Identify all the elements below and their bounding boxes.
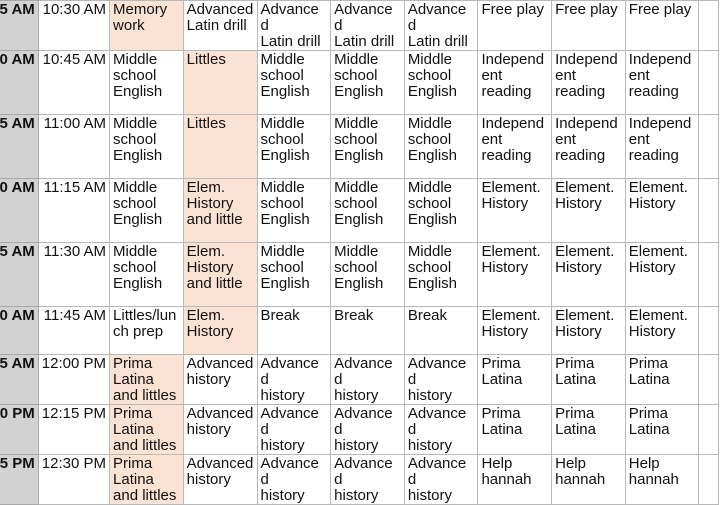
time-cell[interactable]: 11:30 AM	[38, 243, 109, 307]
clipped-cell[interactable]	[699, 455, 719, 505]
schedule-cell[interactable]: Advanced history	[183, 355, 257, 405]
schedule-cell[interactable]: Middle school English	[110, 115, 184, 179]
schedule-cell[interactable]: Element. History	[625, 243, 699, 307]
schedule-cell[interactable]: Littles	[183, 115, 257, 179]
row-header[interactable]: 0 PM	[0, 405, 38, 455]
schedule-cell[interactable]: Advanced history	[404, 355, 478, 405]
schedule-cell[interactable]: Middle school English	[257, 179, 331, 243]
schedule-cell[interactable]: Middle school English	[257, 51, 331, 115]
schedule-cell[interactable]: Independ ent reading	[625, 115, 699, 179]
table-row	[0, 307, 719, 355]
time-cell[interactable]: 10:45 AM	[38, 51, 109, 115]
row-header[interactable]: 5 AM	[0, 1, 38, 51]
schedule-cell[interactable]: Break	[404, 307, 478, 355]
schedule-cell[interactable]: Advanced history	[183, 455, 257, 505]
schedule-cell[interactable]: Advanced history	[183, 405, 257, 455]
schedule-cell[interactable]: Middle school English	[331, 51, 405, 115]
time-cell[interactable]: 11:15 AM	[38, 179, 109, 243]
schedule-cell[interactable]: Advanced Latin drill	[331, 1, 405, 51]
schedule-cell[interactable]: Independ ent reading	[478, 115, 552, 179]
schedule-cell[interactable]: Littles	[183, 51, 257, 115]
schedule-cell[interactable]: Element. History	[552, 243, 626, 307]
schedule-cell[interactable]: Elem. History and little	[183, 179, 257, 243]
row-header[interactable]: 0 AM	[0, 179, 38, 243]
schedule-cell[interactable]: Break	[257, 307, 331, 355]
schedule-cell[interactable]: Independ ent reading	[625, 51, 699, 115]
schedule-cell[interactable]: Prima Latina	[478, 405, 552, 455]
table-row	[0, 51, 719, 115]
schedule-cell[interactable]: Prima Latina	[478, 355, 552, 405]
clipped-cell[interactable]	[699, 243, 719, 307]
table-row	[0, 455, 719, 505]
time-cell[interactable]: 12:00 PM	[38, 355, 109, 405]
schedule-cell[interactable]: Help hannah	[478, 455, 552, 505]
schedule-cell[interactable]: Free play	[625, 1, 699, 51]
clipped-cell[interactable]	[699, 115, 719, 179]
schedule-cell[interactable]: Element. History	[625, 307, 699, 355]
row-header[interactable]: 0 AM	[0, 51, 38, 115]
schedule-cell[interactable]: Element. History	[478, 243, 552, 307]
schedule-cell[interactable]: Element. History	[478, 307, 552, 355]
table-row	[0, 1, 719, 51]
row-header[interactable]: 5 AM	[0, 243, 38, 307]
schedule-cell[interactable]: Prima Latina and littles	[110, 355, 184, 405]
schedule-cell[interactable]: Free play	[552, 1, 626, 51]
schedule-cell[interactable]: Middle school English	[404, 51, 478, 115]
schedule-cell[interactable]: Advanced Latin drill	[183, 1, 257, 51]
clipped-cell[interactable]	[699, 1, 719, 51]
schedule-cell[interactable]: Middle school English	[404, 115, 478, 179]
table-row	[0, 243, 719, 307]
row-header[interactable]: 5 PM	[0, 455, 38, 505]
row-header[interactable]: 5 AM	[0, 355, 38, 405]
schedule-cell[interactable]: Prima Latina	[552, 355, 626, 405]
schedule-cell[interactable]: Advanced history	[404, 455, 478, 505]
time-cell[interactable]: 12:15 PM	[38, 405, 109, 455]
row-header[interactable]: 5 AM	[0, 115, 38, 179]
schedule-cell[interactable]: Elem. History	[183, 307, 257, 355]
schedule-cell[interactable]: Advanced history	[257, 455, 331, 505]
schedule-cell[interactable]: Help hannah	[625, 455, 699, 505]
schedule-cell[interactable]: Prima Latina	[625, 405, 699, 455]
clipped-cell[interactable]	[699, 405, 719, 455]
schedule-cell[interactable]: Element. History	[478, 179, 552, 243]
table-row	[0, 405, 719, 455]
schedule-cell[interactable]: Middle school English	[331, 243, 405, 307]
time-cell[interactable]: 11:45 AM	[38, 307, 109, 355]
time-cell[interactable]: 11:00 AM	[38, 115, 109, 179]
schedule-cell[interactable]: Advanced history	[331, 455, 405, 505]
schedule-cell[interactable]: Independ ent reading	[552, 115, 626, 179]
schedule-cell[interactable]: Help hannah	[552, 455, 626, 505]
schedule-cell[interactable]: Prima Latina	[625, 355, 699, 405]
table-row	[0, 179, 719, 243]
schedule-cell[interactable]: Middle school English	[404, 243, 478, 307]
schedule-cell[interactable]: Independ ent reading	[552, 51, 626, 115]
clipped-cell[interactable]	[699, 51, 719, 115]
schedule-cell[interactable]: Prima Latina and littles	[110, 455, 184, 505]
schedule-cell[interactable]: Independ ent reading	[478, 51, 552, 115]
schedule-cell[interactable]: Advanced history	[257, 405, 331, 455]
schedule-cell[interactable]: Middle school English	[257, 115, 331, 179]
schedule-cell[interactable]: Advanced history	[404, 405, 478, 455]
time-cell[interactable]: 10:30 AM	[38, 1, 109, 51]
schedule-cell[interactable]: Middle school English	[110, 243, 184, 307]
clipped-cell[interactable]	[699, 355, 719, 405]
schedule-cell[interactable]: Prima Latina	[552, 405, 626, 455]
schedule-cell[interactable]: Memory work	[110, 1, 184, 51]
table-row	[0, 115, 719, 179]
schedule-cell[interactable]: Elem. History and little	[183, 243, 257, 307]
schedule-cell[interactable]: Middle school English	[110, 51, 184, 115]
schedule-cell[interactable]: Advanced history	[331, 355, 405, 405]
schedule-cell[interactable]: Littles/lun ch prep	[110, 307, 184, 355]
schedule-cell[interactable]: Prima Latina and littles	[110, 405, 184, 455]
schedule-cell[interactable]: Element. History	[625, 179, 699, 243]
schedule-cell[interactable]: Free play	[478, 1, 552, 51]
schedule-cell[interactable]: Middle school English	[110, 179, 184, 243]
schedule-cell[interactable]: Middle school English	[404, 179, 478, 243]
clipped-cell[interactable]	[699, 179, 719, 243]
table-row	[0, 355, 719, 405]
schedule-cell[interactable]: Advanced history	[331, 405, 405, 455]
time-cell[interactable]: 12:30 PM	[38, 455, 109, 505]
schedule-cell[interactable]: Element. History	[552, 307, 626, 355]
schedule-cell[interactable]: Element. History	[552, 179, 626, 243]
schedule-cell[interactable]: Middle school English	[331, 115, 405, 179]
schedule-cell[interactable]: Break	[331, 307, 405, 355]
schedule-cell[interactable]: Advanced Latin drill	[257, 1, 331, 51]
schedule-cell[interactable]: Middle school English	[331, 179, 405, 243]
schedule-cell[interactable]: Advanced history	[257, 355, 331, 405]
clipped-cell[interactable]	[699, 307, 719, 355]
schedule-cell[interactable]: Advanced Latin drill	[404, 1, 478, 51]
schedule-cell[interactable]: Middle school English	[257, 243, 331, 307]
row-header[interactable]: 0 AM	[0, 307, 38, 355]
